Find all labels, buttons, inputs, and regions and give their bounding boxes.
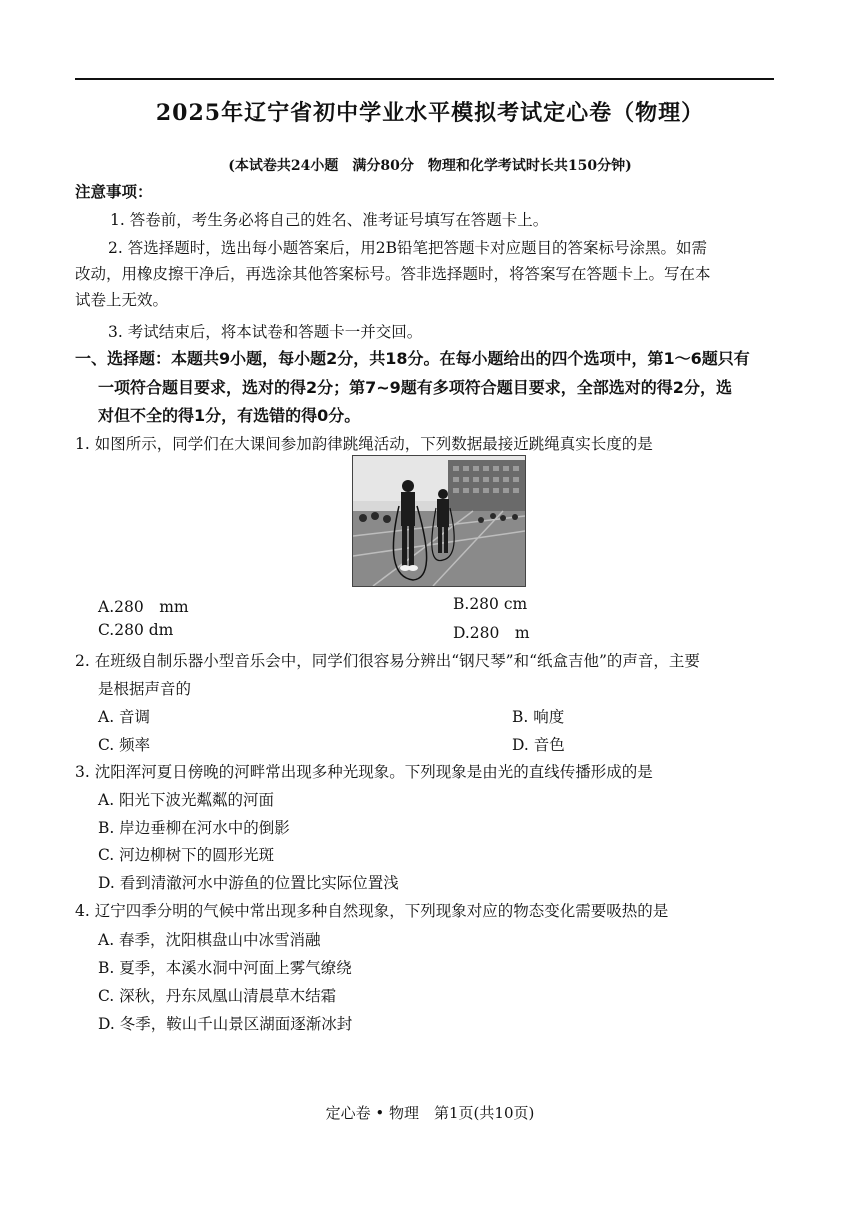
top-rule	[75, 78, 774, 80]
q2-option-a: A. 音调	[98, 708, 151, 726]
q4-option-b: B. 夏季，本溪水洞中河面上雾气缭绕	[98, 959, 352, 977]
q4-option-a: A. 春季，沈阳棋盘山中冰雪消融	[98, 931, 321, 949]
question-1-stem: 1. 如图所示，同学们在大课间参加韵律跳绳活动，下列数据最接近跳绳真实长度的是	[75, 435, 653, 453]
notice-item-1: 1. 答卷前，考生务必将自己的姓名、准考证号填写在答题卡上。	[110, 211, 549, 229]
notice-heading: 注意事项：	[75, 183, 153, 201]
exam-title: 2025年辽宁省初中学业水平模拟考试定心卷（物理）	[155, 100, 705, 126]
q1-option-c: C.280 dm	[98, 621, 174, 639]
q1-option-b: B.280 cm	[453, 595, 528, 613]
q1-option-d: D.280 m	[453, 624, 530, 642]
jump-rope-photo	[352, 455, 526, 587]
notice-item-2-end: 试卷上无效。	[75, 291, 169, 309]
exam-subtitle: (本试卷共24小题 满分80分 物理和化学考试时长共150分钟)	[228, 158, 632, 174]
q4-option-c: C. 深秋，丹东凤凰山清晨草木结霜	[98, 987, 337, 1005]
q3-option-a: A. 阳光下波光粼粼的河面	[98, 791, 275, 809]
q2-option-b: B. 响度	[512, 708, 565, 726]
question-2-stem: 2. 在班级自制乐器小型音乐会中，同学们很容易分辨出“钢尺琴”和“纸盒吉他”的声音，主要	[75, 652, 700, 670]
q1-option-a: A.280 mm	[98, 598, 189, 616]
question-4-stem: 4. 辽宁四季分明的气候中常出现多种自然现象，下列现象对应的物态变化需要吸热的是	[75, 902, 669, 920]
q3-option-c: C. 河边柳树下的圆形光斑	[98, 846, 275, 864]
page-footer: 定心卷 • 物理 第1页(共10页)	[325, 1104, 535, 1122]
section-heading-line-2: 一项符合题目要求，选对的得2分；第7~9题有多项符合题目要求，全部选对的得2分，选	[98, 378, 732, 397]
q2-option-c: C. 频率	[98, 736, 151, 754]
q3-option-b: B. 岸边垂柳在河水中的倒影	[98, 819, 290, 837]
notice-item-3: 3. 考试结束后，将本试卷和答题卡一并交回。	[108, 323, 423, 341]
notice-item-2: 2. 答选择题时，选出每小题答案后，用2B铅笔把答题卡对应题目的答案标号涂黑。如需	[108, 239, 707, 257]
question-3-stem: 3. 沈阳浑河夏日傍晚的河畔常出现多种光现象。下列现象是由光的直线传播形成的是	[75, 763, 653, 781]
q2-option-d: D. 音色	[512, 736, 565, 754]
section-heading-line-3: 对但不全的得1分，有选错的得0分。	[98, 406, 361, 425]
notice-item-2-cont: 改动，用橡皮擦干净后，再选涂其他答案标号。答非选择题时，将答案写在答题卡上。写在本	[75, 265, 711, 283]
section-heading-line-1: 一、选择题：本题共9小题，每小题2分，共18分。在每小题给出的四个选项中，第1～6题只有	[75, 349, 750, 368]
question-2-stem-cont: 是根据声音的	[98, 680, 192, 698]
q4-option-d: D. 冬季，鞍山千山景区湖面逐渐冰封	[98, 1015, 353, 1033]
q3-option-d: D. 看到清澈河水中游鱼的位置比实际位置浅	[98, 874, 399, 892]
